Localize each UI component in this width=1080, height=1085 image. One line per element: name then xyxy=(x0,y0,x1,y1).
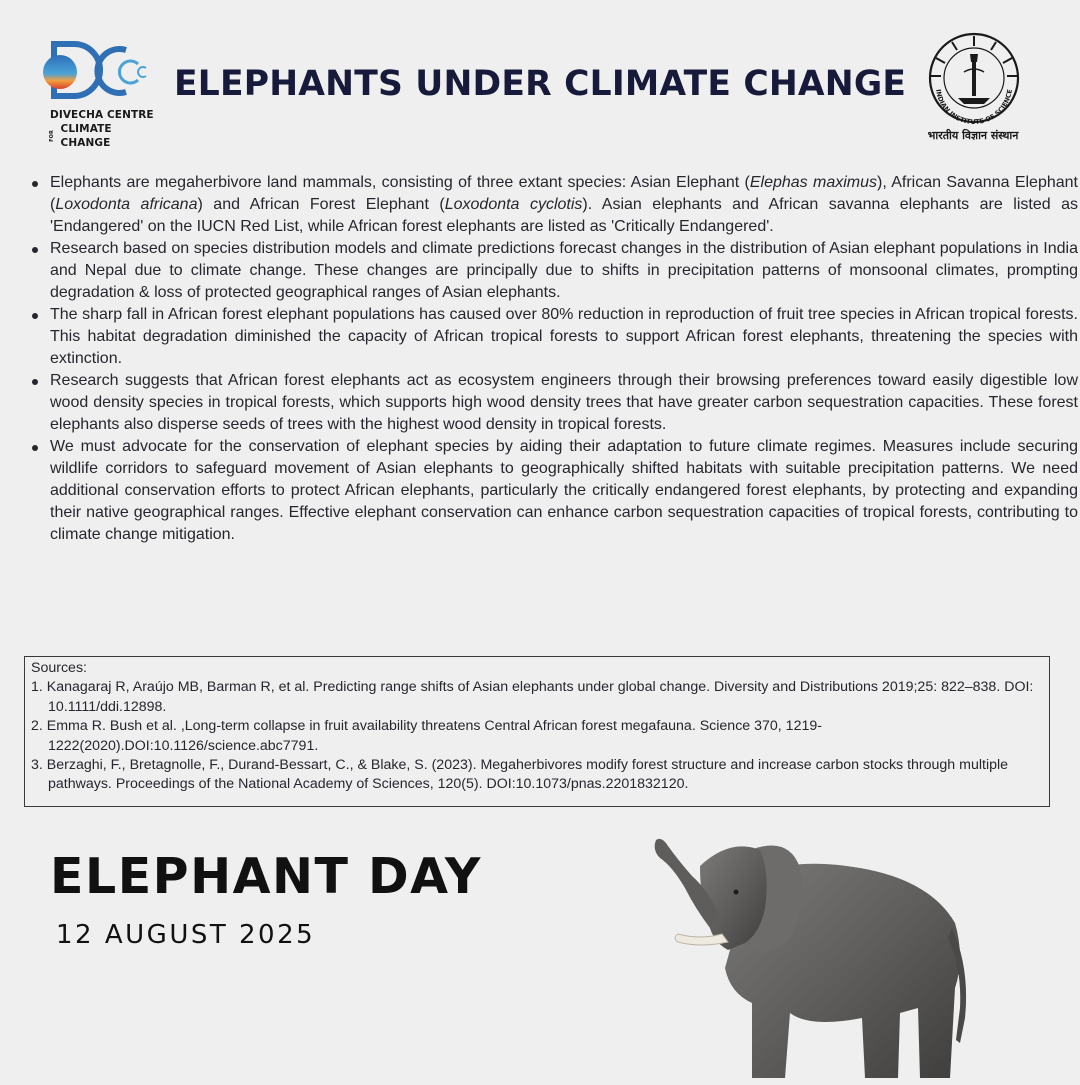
divecha-logo-text xyxy=(50,108,160,150)
species-name: Loxodonta cyclotis xyxy=(444,196,583,213)
bullet-item xyxy=(50,370,1078,436)
bullet-list xyxy=(26,172,1078,546)
bullet-text: Research suggests that African forest elephants act as ecosystem engineers through their browsing preferences toward easily digestible low wood density species in tropical forests, which supports high wood density trees that have greater carbon sequestration capacities. These forest elephants also disperse seeds of trees with the highest wood density in tropical forests. xyxy=(50,372,1078,433)
logo-line-2: CLIMATE CHANGE xyxy=(60,123,112,149)
bullet-item xyxy=(50,304,1078,370)
elephant-day-date: 12 AUGUST 2025 xyxy=(56,920,316,950)
seal-text: INDIAN INSTITUTE OF SCIENCE xyxy=(934,88,1014,127)
source-item: 1. Kanagaraj R, Araújo MB, Barman R, et al. Predicting range shifts of Asian elephants under global change. Diversity and Distributions 2019;25: 822–838. DOI: 10.1111/ddi.12898. xyxy=(31,679,1034,715)
bullet-text: ), African Savanna Elephant ( xyxy=(50,174,1078,213)
bullet-text: Elephants are megaherbivore land mammals, consisting of three extant species: Asian Elephant ( xyxy=(50,174,750,191)
elephant-day-title: ELEPHANT DAY xyxy=(50,848,482,905)
bullet-text: The sharp fall in African forest elephant populations has caused over 80% reduction in reproduction of fruit tree species in African tropical forests. This habitat degradation diminished the capacity of African tropical forests to support African forest elephants, threatening the species with extinction. xyxy=(50,306,1078,367)
sources-heading: Sources: xyxy=(31,660,87,676)
bullet-item xyxy=(50,172,1078,238)
source-item: 3. Berzaghi, F., Bretagnolle, F., Durand-Bessart, C., & Blake, S. (2023). Megaherbivores modify forest structure and increase carbon stocks through multiple pathways. Proceedings of the National Academy of Sciences, 120(5). DOI:10.1073/pnas.2201832120. xyxy=(31,757,1009,793)
divecha-dc-logo-icon xyxy=(40,36,160,108)
iisc-caption: भारतीय विज्ञान संस्थान xyxy=(927,129,1019,142)
bullet-item xyxy=(50,436,1078,546)
species-name: Loxodonta africana xyxy=(55,196,198,213)
source-item: 2. Emma R. Bush et al. ,Long-term collapse in fruit availability threatens Central African forest megafauna. Science 370, 1219-1222(2020).DOI:10.1126/science.abc7791. xyxy=(31,718,822,754)
species-name: Elephas maximus xyxy=(749,174,877,191)
bullet-text: We must advocate for the conservation of elephant species by aiding their adaptation to future climate regimes. Measures include securing wildlife corridors to safeguard movement of Asian elephants to geographically shifted habitats with suitable precipitation patterns. We need additional conservation efforts to protect African elephants, particularly the critically endangered forest elephants, by protecting and expanding their native geographical ranges. Effective elephant conservation can enhance carbon sequestration capacities of tropical forests, contributing to climate change mitigation. xyxy=(50,438,1078,543)
elephant-illustration-icon xyxy=(560,828,980,1080)
logo-line-2-small: FOR xyxy=(49,130,55,142)
sources-box xyxy=(24,656,1050,807)
page-title: ELEPHANTS UNDER CLIMATE CHANGE xyxy=(174,64,907,104)
sources-list xyxy=(31,678,1043,794)
bullet-text: ) and African Forest Elephant ( xyxy=(197,196,445,213)
logo-line-1: DIVECHA CENTRE xyxy=(50,109,154,121)
bullet-text: ). Asian elephants and African savanna elephants are listed as 'Endangered' on the IUCN Red List, while African forest elephants are listed as 'Critically Endangered'. xyxy=(50,196,1078,235)
bullet-item xyxy=(50,238,1078,304)
bullet-text: Research based on species distribution models and climate predictions forecast changes in the distribution of Asian elephant populations in India and Nepal due to climate change. These changes are principally due to shifts in precipitation patterns of monsoonal climates, prompting degradation & loss of protected geographical ranges of Asian elephants. xyxy=(50,240,1078,301)
indian-institute-of-science-emblem-icon xyxy=(920,28,1028,128)
elephant-image xyxy=(560,828,980,1080)
